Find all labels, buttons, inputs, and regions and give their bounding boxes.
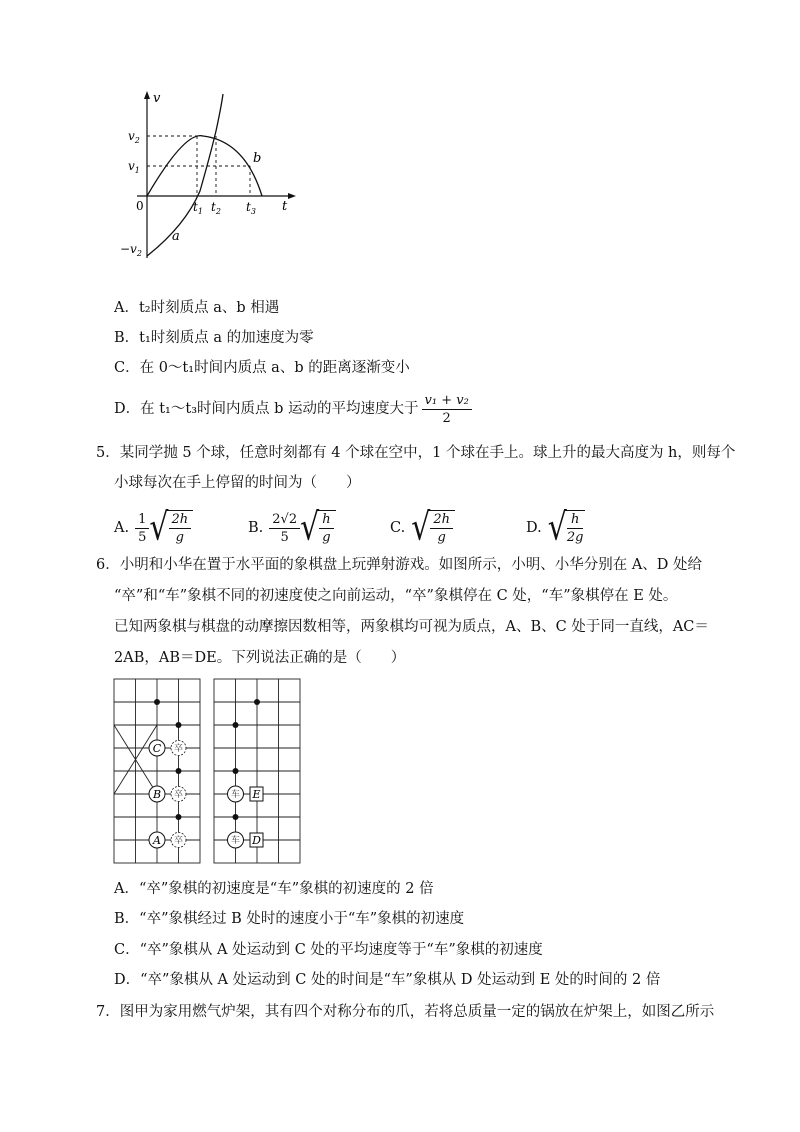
q6-stem-line4: 2AB，AB＝DE。下列说法正确的是（ ） (114, 650, 406, 666)
q6-stem-line3: 已知两象棋与棋盘的动摩擦因数相等，两象棋均可视为质点，A、B、C 处于同一直线，AC＝ (114, 619, 709, 635)
label-t2: $t_2$ (211, 200, 221, 216)
board-label-e: E (252, 788, 261, 801)
q6-stem-line2: “卒”和“车”象棋不同的初速度使之向前运动，“卒”象棋停在 C 处，“车”象棋停在 E 处。 (114, 588, 678, 604)
q4-option-d-text: D．在 t₁～t₃时间内质点 b 运动的平均速度大于 (114, 401, 419, 417)
q5-option-b: B. $\frac{2√2}{5}$ √ $\frac{h}{g}$ (248, 510, 336, 546)
q4-option-b: B．t₁时刻质点 a 的加速度为零 (114, 330, 314, 346)
q5-stem-line2: 小球每次在手上停留的时间为（ ） (114, 475, 361, 491)
label-v2: $v_2$ (128, 129, 140, 145)
board-piece-zu-b: 卒 (173, 790, 184, 800)
q5-options (114, 504, 714, 548)
label-t: t (282, 199, 288, 214)
vt-graph (110, 86, 310, 266)
q6-option-a: A．“卒”象棋的初速度是“车”象棋的初速度的 2 倍 (114, 881, 434, 897)
chess-board (113, 678, 303, 866)
board-label-d: D (252, 834, 261, 847)
label-curve-b: b (253, 151, 262, 166)
label-origin: 0 (136, 199, 144, 213)
q6-option-d: D．“卒”象棋从 A 处运动到 C 处的时间是“车”象棋从 D 处运动到 E 处的时间的 2 倍 (114, 972, 661, 988)
q5-option-c: C. √ $\frac{2h}{g}$ (390, 510, 455, 546)
t-axis-arrow (288, 193, 296, 199)
q4-option-d-fraction: $\frac{\text{v₁ + v₂}}{2}$ (422, 392, 472, 427)
board-label-a: A (153, 834, 161, 847)
q5-stem-line1: 5．某同学抛 5 个球，任意时刻都有 4 个球在空中，1 个球在手上。球上升的最大高度为 h，则每个 (96, 445, 736, 461)
q6-stem-line1: 6．小明和小华在置于水平面的象棋盘上玩弹射游戏。如图所示，小明、小华分别在 A、D 处给 (96, 557, 703, 573)
board-label-c: C (152, 742, 162, 755)
board-piece-che-e: 车 (230, 790, 241, 800)
label-v1: $v_1$ (128, 159, 140, 175)
label-neg-v2: $-v_2$ (120, 242, 142, 258)
q4-option-d (114, 389, 472, 429)
v-axis-arrow (144, 91, 150, 99)
label-t1: $t_1$ (193, 200, 203, 216)
board-piece-zu-c: 卒 (173, 744, 184, 754)
board-piece-zu-a: 卒 (173, 836, 184, 846)
q7-stem-line1: 7．图甲为家用燃气炉架，其有四个对称分布的爪，若将总质量一定的锅放在炉架上，如图乙所示 (96, 1004, 715, 1020)
board-piece-che-d: 车 (230, 836, 241, 846)
q5-option-a: A. $\frac{1}{5}$ √ $\frac{2h}{g}$ (114, 510, 193, 546)
board-label-b: B (152, 788, 162, 801)
curve-a (147, 94, 223, 256)
q4-option-c: C．在 0～t₁时间内质点 a、b 的距离逐渐变小 (114, 360, 410, 376)
label-v: v (153, 91, 161, 106)
q4-option-a: A．t₂时刻质点 a、b 相遇 (114, 300, 280, 316)
label-curve-a: a (172, 229, 180, 244)
q6-option-b: B．“卒”象棋经过 B 处时的速度小于“车”象棋的初速度 (114, 911, 465, 927)
q6-option-c: C．“卒”象棋从 A 处运动到 C 处的平均速度等于“车”象棋的初速度 (114, 942, 543, 958)
label-t3: $t_3$ (246, 200, 256, 216)
q5-option-d: D. √ $\frac{h}{2g}$ (526, 505, 584, 550)
